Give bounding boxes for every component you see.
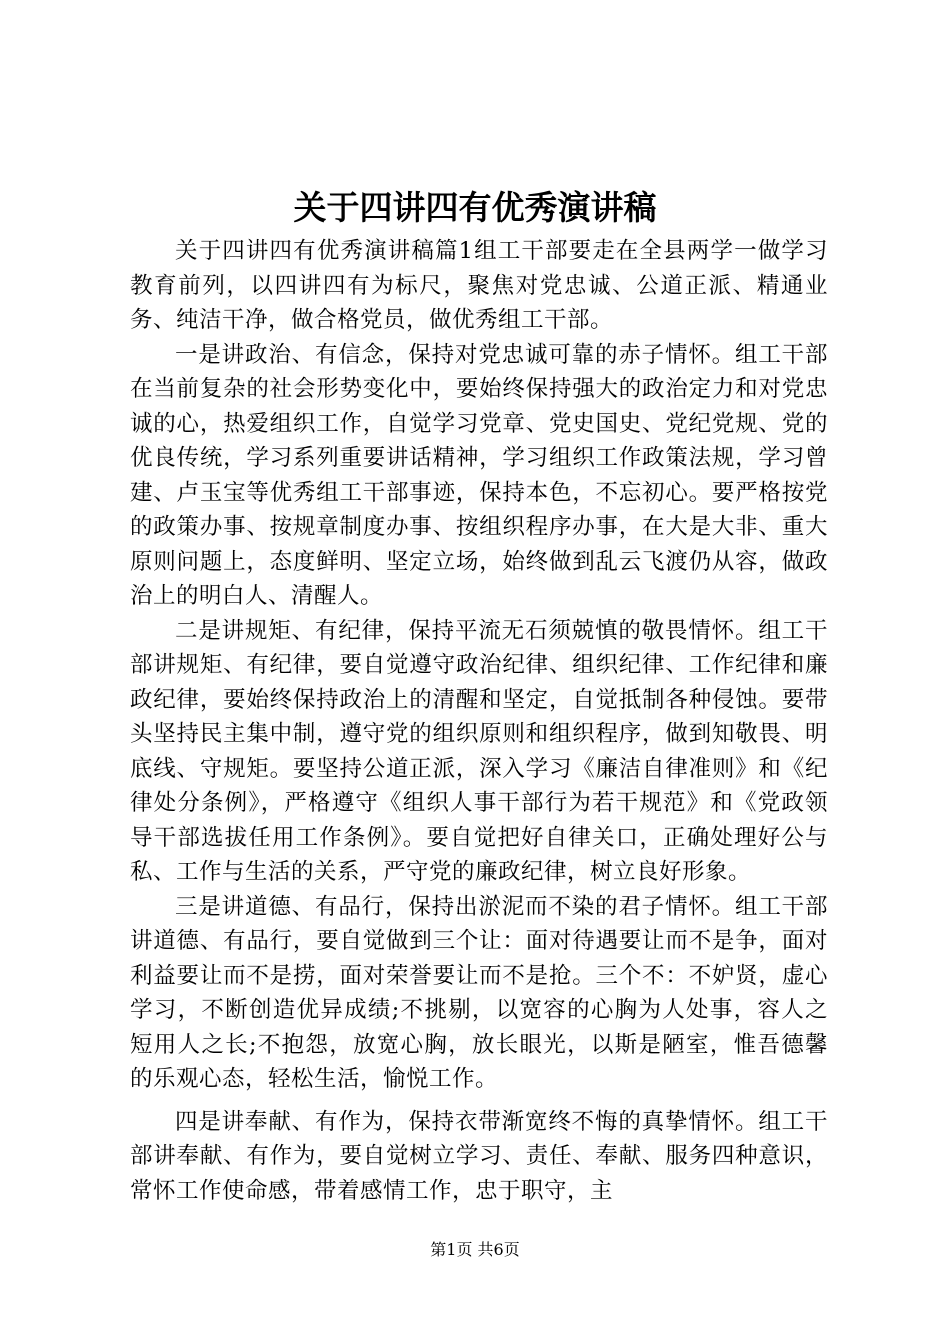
paragraph-politics: 一是讲政治、有信念，保持对党忠诚可靠的赤子情怀。组工干部在当前复杂的社会形势变化中，要始终保持强大的政治定力和对党忠诚的心，热爱组织工作，自觉学习党章、党史国史、党纪党规、党的优良传统，学习系列重要讲话精神，学习组织工作政策法规，学习曾建、卢玉宝等优秀组工干部事迹，保持本色，不忘初心。要严格按党的政策办事、按规章制度办事、按组织程序办事，在大是大非、重大原则问题上，态度鲜明、坚定立场，始终做到乱云飞渡仍从容，做政治上的明白人、清醒人。: [130, 341, 828, 609]
document-body: [130, 234, 828, 1208]
document-title: 关于四讲四有优秀演讲稿: [293, 188, 657, 227]
paragraph-morality: 三是讲道德、有品行，保持出淤泥而不染的君子情怀。组工干部讲道德、有品行，要自觉做到三个让：面对待遇要让而不是争，面对利益要让而不是捞，面对荣誉要让而不是抢。三个不：不妒贤，虚心学习，不断创造优异成绩;不挑剔，以宽容的心胸为人处事，容人之短用人之长;不抱怨，放宽心胸，放长眼光，以斯是陋室，惟吾德馨的乐观心态，轻松生活，愉悦工作。: [130, 893, 828, 1092]
page-number-footer: 第1页 共6页: [430, 1240, 520, 1259]
paragraph-intro: 关于四讲四有优秀演讲稿篇1组工干部要走在全县两学一做学习教育前列，以四讲四有为标尺，聚焦对党忠诚、公道正派、精通业务、纯洁干净，做合格党员，做优秀组工干部。: [130, 238, 828, 333]
paragraph-rules: 二是讲规矩、有纪律，保持平流无石须兢慎的敬畏情怀。组工干部讲规矩、有纪律，要自觉遵守政治纪律、组织纪律、工作纪律和廉政纪律，要始终保持政治上的清醒和坚定，自觉抵制各种侵蚀。要带头坚持民主集中制，遵守党的组织原则和组织程序，做到知敬畏、明底线、守规矩。要坚持公道正派，深入学习《廉洁自律准则》和《纪律处分条例》，严格遵守《组织人事干部行为若干规范》和《党政领导干部选拔任用工作条例》。要自觉把好自律关口，正确处理好公与私、工作与生活的关系，严守党的廉政纪律，树立良好形象。: [130, 617, 828, 885]
paragraph-dedication: 四是讲奉献、有作为，保持衣带渐宽终不悔的真挚情怀。组工干部讲奉献、有作为，要自觉树立学习、责任、奉献、服务四种意识，常怀工作使命感，带着感情工作，忠于职守，主: [130, 1108, 828, 1204]
